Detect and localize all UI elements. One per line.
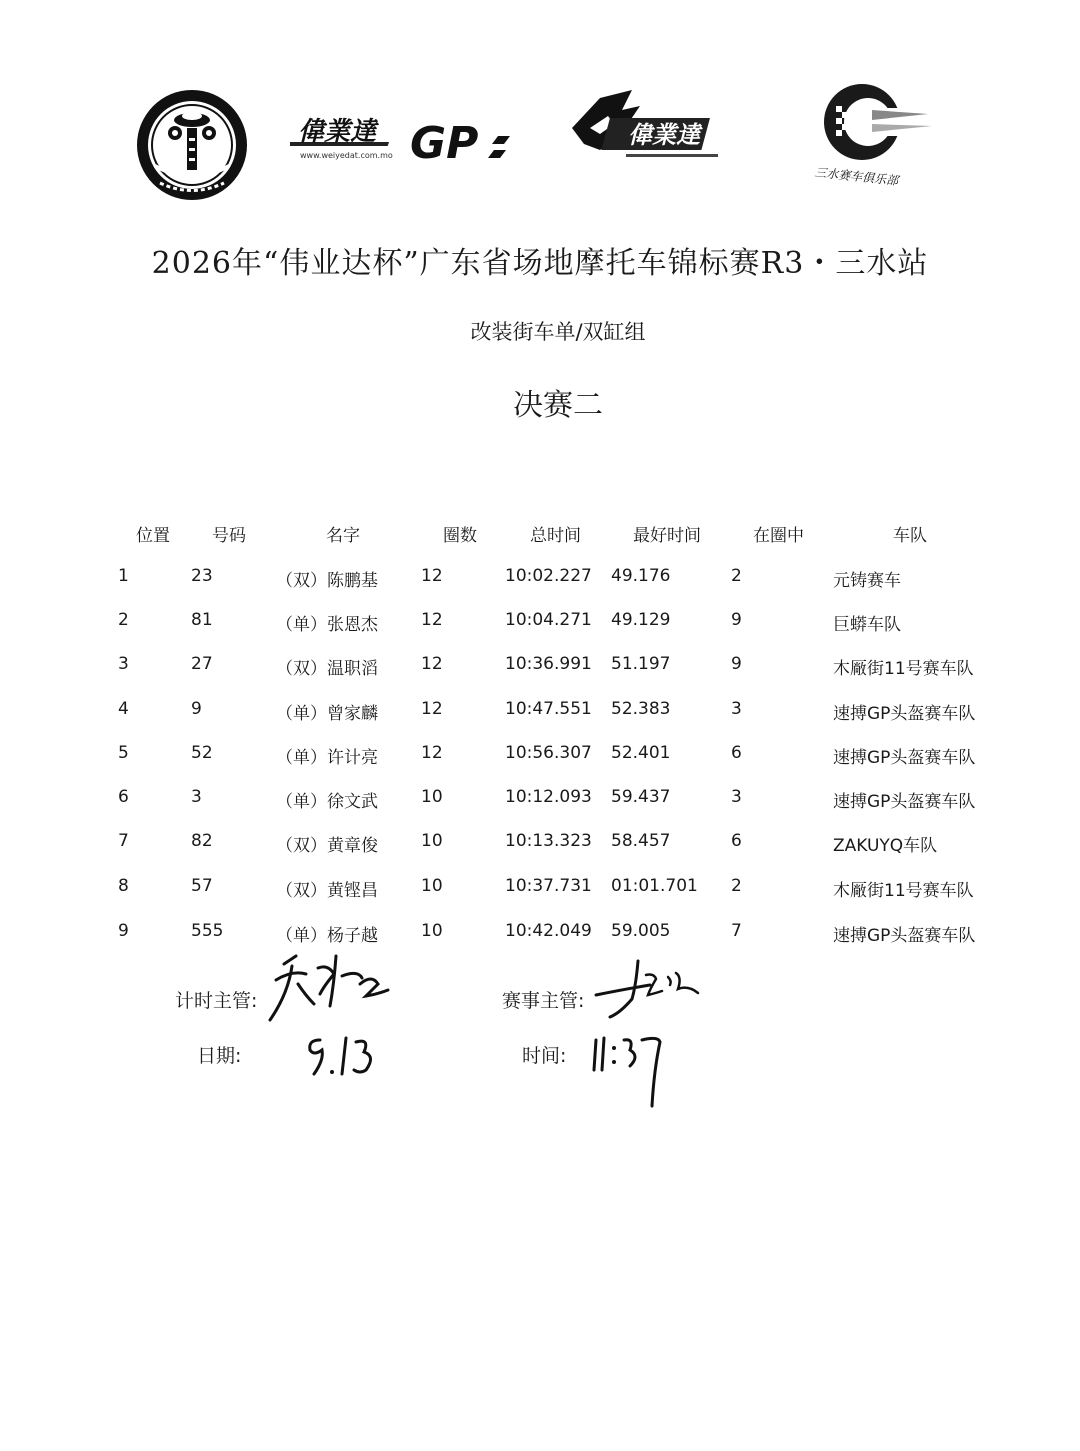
cell-in-lap: 7 [731,921,742,941]
table-row [0,610,1080,634]
cell-team: 木厰街11号赛车队 [833,881,974,901]
cell-team: 木厰街11号赛车队 [833,659,974,679]
cell-total-time: 10:37.731 [505,876,592,896]
sanshui-club-logo [810,80,935,190]
cell-in-lap: 3 [731,699,742,719]
header-total-time: 总时间 [530,526,581,546]
time-label: 时间: [522,1045,567,1067]
logo2-url: www.weiyedat.com.mo [300,151,393,160]
cell-total-time: 10:47.551 [505,699,592,719]
cell-best-time: 58.457 [611,831,671,851]
cell-laps: 12 [421,743,443,763]
header-name: 名字 [326,526,360,546]
cell-best-time: 49.129 [611,610,671,630]
cell-position: 8 [118,876,129,896]
cell-best-time: 59.005 [611,921,671,941]
cell-team: 巨蟒车队 [833,615,901,635]
session-title: 决赛二 [513,388,603,423]
cell-name: （双）温职滔 [276,659,378,679]
cell-position: 9 [118,921,129,941]
page-title: 2026年“伟业达杯”广东省场地摩托车锦标赛R3・三水站 [151,246,929,281]
header-number: 号码 [212,526,246,546]
cell-number: 3 [191,787,202,807]
cell-total-time: 10:02.227 [505,566,592,586]
table-row [0,876,1080,900]
cell-position: 6 [118,787,129,807]
table-row [0,743,1080,767]
cell-best-time: 49.176 [611,566,671,586]
results-header-row [0,521,1080,545]
cell-laps: 10 [421,831,443,851]
cell-position: 5 [118,743,129,763]
cell-laps: 10 [421,876,443,896]
header-best-time: 最好时间 [633,526,701,546]
cell-in-lap: 9 [731,610,742,630]
cell-number: 27 [191,654,213,674]
cell-name: （双）陈鹏基 [276,571,378,591]
race-supervisor-label: 赛事主管: [502,990,585,1012]
cell-laps: 12 [421,610,443,630]
cell-in-lap: 2 [731,876,742,896]
cell-laps: 12 [421,654,443,674]
cell-total-time: 10:42.049 [505,921,592,941]
cell-best-time: 52.383 [611,699,671,719]
table-row [0,699,1080,723]
cell-position: 1 [118,566,129,586]
cell-team: ZAKUYQ车队 [833,836,938,856]
cell-in-lap: 6 [731,743,742,763]
cell-best-time: 59.437 [611,787,671,807]
cell-team: 速搏GP头盔赛车队 [833,926,976,946]
cell-number: 81 [191,610,213,630]
cell-number: 57 [191,876,213,896]
cell-total-time: 10:04.271 [505,610,592,630]
header-position: 位置 [136,526,170,546]
timing-supervisor-label: 计时主管: [175,990,258,1012]
timing-supervisor-signature [262,944,397,1024]
logo2-gp: GP [410,118,479,169]
cell-name: （单）许计亮 [276,748,378,768]
cell-name: （单）曾家麟 [276,704,378,724]
cell-number: 555 [191,921,224,941]
cell-position: 2 [118,610,129,630]
cell-number: 82 [191,831,213,851]
cell-total-time: 10:56.307 [505,743,592,763]
cell-best-time: 01:01.701 [611,876,698,896]
cell-team: 速搏GP头盔赛车队 [833,792,976,812]
cell-total-time: 10:13.323 [505,831,592,851]
header-in-lap: 在圈中 [753,526,804,546]
cell-total-time: 10:12.093 [505,787,592,807]
logo3-text: 偉業達 [628,121,700,149]
cell-team: 速搏GP头盔赛车队 [833,748,976,768]
weiyeda-lion-logo [570,88,725,168]
cell-laps: 10 [421,787,443,807]
table-row [0,654,1080,678]
association-seal-logo [135,88,250,203]
cell-laps: 12 [421,699,443,719]
cell-laps: 10 [421,921,443,941]
cell-number: 52 [191,743,213,763]
header-laps: 圈数 [443,526,477,546]
cell-in-lap: 9 [731,654,742,674]
table-row [0,831,1080,855]
category-subtitle: 改装街车单/双缸组 [470,320,646,344]
date-handwritten [300,1030,380,1080]
header-team: 车队 [893,526,927,546]
cell-best-time: 51.197 [611,654,671,674]
cell-in-lap: 3 [731,787,742,807]
cell-number: 9 [191,699,202,719]
cell-team: 元铸赛车 [833,571,901,591]
cell-name: （单）杨子越 [276,926,378,946]
cell-laps: 12 [421,566,443,586]
weiyeda-gp-logo [290,112,530,172]
logo4-text: 三水赛车俱乐部 [813,165,899,188]
cell-position: 7 [118,831,129,851]
cell-name: （单）徐文武 [276,792,378,812]
cell-position: 4 [118,699,129,719]
date-label: 日期: [197,1045,242,1067]
cell-team: 速搏GP头盔赛车队 [833,704,976,724]
cell-total-time: 10:36.991 [505,654,592,674]
cell-name: （双）黄铿昌 [276,881,378,901]
cell-best-time: 52.401 [611,743,671,763]
table-row [0,787,1080,811]
logo2-text: 偉業達 [298,117,377,147]
cell-number: 23 [191,566,213,586]
cell-in-lap: 6 [731,831,742,851]
cell-in-lap: 2 [731,566,742,586]
cell-name: （双）黄章俊 [276,836,378,856]
race-supervisor-signature [592,955,712,1025]
table-row [0,566,1080,590]
cell-name: （单）张恩杰 [276,615,378,635]
time-handwritten [588,1030,673,1110]
cell-position: 3 [118,654,129,674]
table-row [0,921,1080,945]
